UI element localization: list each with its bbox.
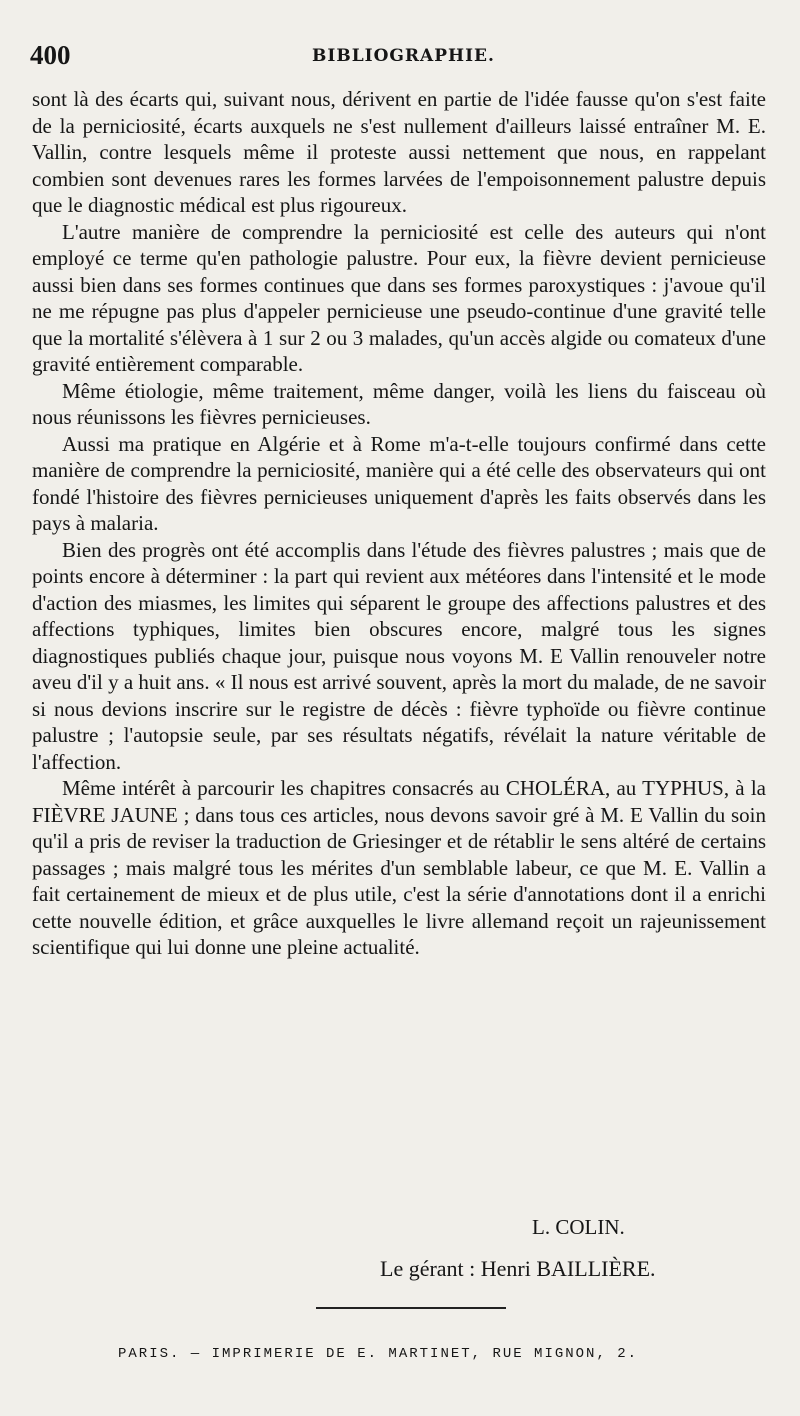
- paragraph: Aussi ma pratique en Algérie et à Rome m'a-t-elle toujours confirmé dans cette manière de comprendre la perniciosité, manière qui a été celle des observateurs qui ont fondé l'histoire des fièvres pernicieuses uniquement d'après les faits observés dans les pays à malaria.: [32, 431, 766, 535]
- paragraph: Bien des progrès ont été accomplis dans l'étude des fièvres palustres ; mais que de points encore à déterminer : la part qui revient aux météores dans l'intensité et le mode d'action des miasmes, les limites qui séparent le groupe des affections palustres et des affections typhiques, limites bien obscures encore, malgré tous les signes diagnostiques publiés chaque jour, puisque nous voyons M. E Vallin renouveler notre aveu d'il y a huit ans. « Il nous est arrivé souvent, après la mort du malade, de ne savoir si nous devions inscrire sur le registre de décès : fièvre typhoïde ou fièvre continue palustre ; l'autopsie seule, par ses résultats négatifs, révélait la nature véritable de l'affection.: [32, 537, 766, 774]
- body-text: [32, 86, 766, 961]
- paragraph: L'autre manière de comprendre la perniciosité est celle des auteurs qui n'ont employé ce terme qu'en pathologie palustre. Pour eux, la fièvre devient pernicieuse aussi bien dans ses formes continues que dans ses formes paroxystiques : j'avoue qu'il ne me répugne pas plus d'appeler pernicieuse une pseudo-continue d'une gravité telle que la mortalité s'élèvera à 1 sur 2 ou 3 malades, qu'un accès algide ou comateux d'une gravité entièrement comparable.: [32, 219, 766, 376]
- divider-rule: [316, 1307, 506, 1309]
- author-signature: L. COLIN.: [532, 1215, 625, 1239]
- page-header: [30, 40, 760, 80]
- paragraph: Même étiologie, même traitement, même danger, voilà les liens du faisceau où nous réunissons les fièvres pernicieuses.: [32, 378, 766, 429]
- printer-imprint: PARIS. — IMPRIMERIE DE E. MARTINET, RUE MIGNON, 2.: [118, 1346, 639, 1362]
- running-title: BIBLIOGRAPHIE.: [312, 46, 495, 66]
- manager-line: Le gérant : Henri BAILLIÈRE.: [380, 1256, 656, 1281]
- page-number: 400: [30, 40, 71, 70]
- paragraph: Même intérêt à parcourir les chapitres consacrés au CHOLÉRA, au TYPHUS, à la FIÈVRE JAUNE ; dans tous ces articles, nous devons savoir gré à M. E Vallin du soin qu'il a pris de reviser la traduction de Griesinger et de rétablir le sens altéré de certains passages ; mais malgré tous les mérites d'un semblable labeur, ce que M. E. Vallin a fait certainement de mieux et de plus utile, c'est la série d'annotations dont il a enrichi cette nouvelle édition, et grâce auxquelles le livre allemand reçoit un rajeunissement scientifique qui lui donne une pleine actualité.: [32, 776, 766, 959]
- paragraph: sont là des écarts qui, suivant nous, dérivent en partie de l'idée fausse qu'on s'est faite de la perniciosité, écarts auxquels ne s'est nullement d'ailleurs laissé entraîner M. E. Vallin, contre lesquels même il proteste aussi nettement que nous, en rappelant combien sont devenues rares les formes larvées de l'empoisonnement palustre depuis que le diagnostic médical est plus rigoureux.: [32, 87, 766, 217]
